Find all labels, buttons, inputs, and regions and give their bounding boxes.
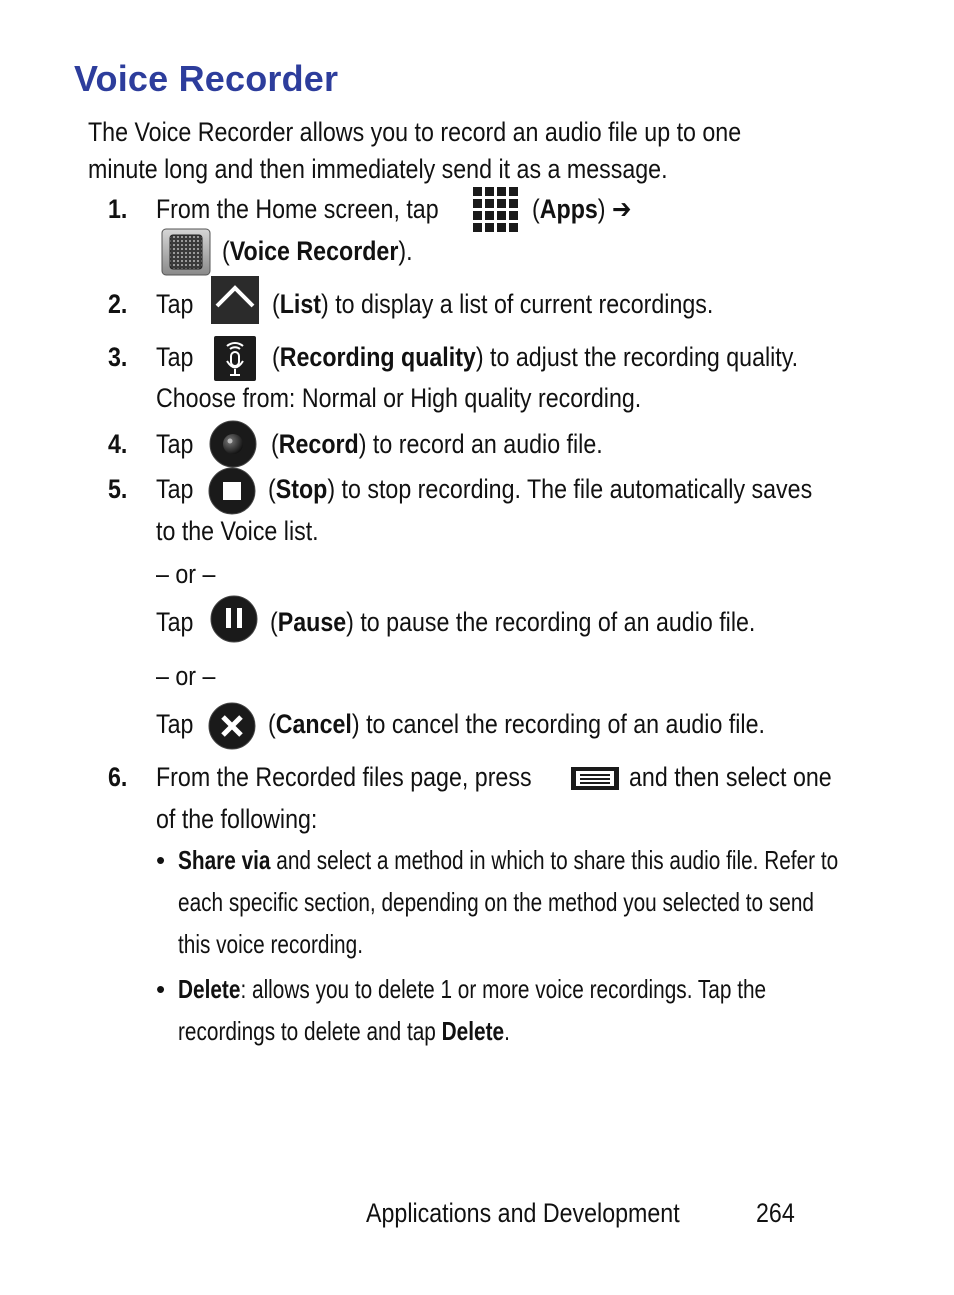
step-4-tap: Tap bbox=[156, 429, 194, 459]
share-via-line-3: this voice recording. bbox=[178, 929, 363, 959]
step-5-open: ( bbox=[268, 474, 276, 504]
intro-line-1: The Voice Recorder allows you to record an audio file up to one bbox=[88, 117, 742, 147]
apps-label: Apps bbox=[539, 194, 598, 224]
stop-icon[interactable] bbox=[208, 467, 256, 515]
step-3-line-2: Choose from: Normal or High quality recording. bbox=[156, 383, 642, 413]
arrow-icon: ➔ bbox=[611, 194, 632, 224]
cancel-icon[interactable] bbox=[208, 702, 256, 750]
step-1-apps bbox=[532, 194, 631, 225]
pause-label: Pause bbox=[277, 607, 347, 637]
step-6-pre: From the Recorded files page, press bbox=[156, 762, 532, 792]
delete-rest: : allows you to delete 1 or more voice recordings. Tap the bbox=[240, 974, 767, 1004]
delete-line-2-post: . bbox=[504, 1016, 510, 1046]
pause-tap: Tap bbox=[156, 607, 194, 637]
step-2-number: 2. bbox=[108, 289, 128, 319]
step-5-tap: Tap bbox=[156, 474, 194, 504]
record-label: Record bbox=[278, 429, 359, 459]
list-label: List bbox=[279, 289, 322, 319]
step-3-text bbox=[272, 342, 798, 373]
step-4-number: 4. bbox=[108, 429, 128, 459]
page-title: Voice Recorder bbox=[74, 58, 339, 99]
bullet-delete: • bbox=[156, 974, 166, 1004]
step-5-line-2: to the Voice list. bbox=[156, 516, 319, 546]
delete-label: Delete bbox=[178, 974, 241, 1004]
or-separator-2: – or – bbox=[156, 661, 216, 691]
bullet-share: • bbox=[156, 845, 166, 875]
step-1-pre: From the Home screen, tap bbox=[156, 194, 439, 224]
voice-recorder-app-icon[interactable] bbox=[161, 228, 211, 276]
step-2-text bbox=[272, 289, 713, 320]
cancel-open: ( bbox=[268, 709, 276, 739]
step-2-rest: ) to display a list of current recordings. bbox=[321, 289, 714, 319]
step-4-open: ( bbox=[271, 429, 279, 459]
cancel-text bbox=[268, 709, 765, 740]
share-via-line-1 bbox=[178, 845, 838, 876]
step-3-rest: ) to adjust the recording quality. bbox=[475, 342, 799, 372]
step-1-voice-recorder bbox=[222, 236, 413, 267]
cancel-tap: Tap bbox=[156, 709, 194, 739]
step-2-tap: Tap bbox=[156, 289, 194, 319]
recording-quality-label: Recording quality bbox=[279, 342, 476, 372]
delete-line-1 bbox=[178, 974, 766, 1005]
footer-section: Applications and Development bbox=[366, 1198, 680, 1228]
intro-paragraph bbox=[88, 114, 776, 188]
pause-open: ( bbox=[270, 607, 278, 637]
pause-icon[interactable] bbox=[210, 595, 258, 643]
menu-key-icon[interactable] bbox=[571, 767, 619, 790]
step-3-tap: Tap bbox=[156, 342, 194, 372]
intro-line-2: minute long and then immediately send it as a message. bbox=[88, 154, 668, 184]
step-6-number: 6. bbox=[108, 762, 128, 792]
voice-recorder-label: Voice Recorder bbox=[229, 236, 399, 266]
step-1-number: 1. bbox=[108, 194, 128, 224]
step-4-text bbox=[271, 429, 603, 460]
record-icon[interactable] bbox=[209, 420, 257, 468]
step-6-post: and then select one bbox=[629, 762, 832, 792]
share-via-line-2: each specific section, depending on the method you selected to send bbox=[178, 887, 814, 917]
footer-page-number: 264 bbox=[756, 1198, 795, 1228]
step-1-vr-open: ( bbox=[222, 236, 230, 266]
pause-text bbox=[270, 607, 755, 638]
share-via-rest: and select a method in which to share this audio file. Refer to bbox=[270, 845, 839, 875]
step-2-open: ( bbox=[272, 289, 280, 319]
cancel-label: Cancel bbox=[275, 709, 352, 739]
step-3-open: ( bbox=[272, 342, 280, 372]
delete-line-2-pre: recordings to delete and tap bbox=[178, 1016, 442, 1046]
apps-grid-icon[interactable] bbox=[471, 185, 522, 234]
step-5-rest: ) to stop recording. The file automatically saves bbox=[327, 474, 813, 504]
delete-line-2-label: Delete bbox=[441, 1016, 505, 1046]
step-3-number: 3. bbox=[108, 342, 128, 372]
step-6-line-2: of the following: bbox=[156, 804, 318, 834]
stop-label: Stop bbox=[275, 474, 328, 504]
step-1-vr-close: ). bbox=[398, 236, 413, 266]
or-separator-1: – or – bbox=[156, 559, 216, 589]
step-4-rest: ) to record an audio file. bbox=[358, 429, 603, 459]
step-5-number: 5. bbox=[108, 474, 128, 504]
share-via-label: Share via bbox=[178, 845, 271, 875]
step-5-text bbox=[268, 474, 812, 505]
list-chevron-up-icon[interactable] bbox=[211, 276, 259, 324]
step-1-apps-open: ( bbox=[532, 194, 540, 224]
step-1-apps-close: ) bbox=[597, 194, 606, 224]
pause-rest: ) to pause the recording of an audio file. bbox=[346, 607, 756, 637]
recording-quality-mic-icon[interactable] bbox=[214, 336, 256, 381]
cancel-rest: ) to cancel the recording of an audio file. bbox=[351, 709, 765, 739]
step-1-text bbox=[156, 194, 439, 225]
delete-line-2 bbox=[178, 1016, 510, 1047]
